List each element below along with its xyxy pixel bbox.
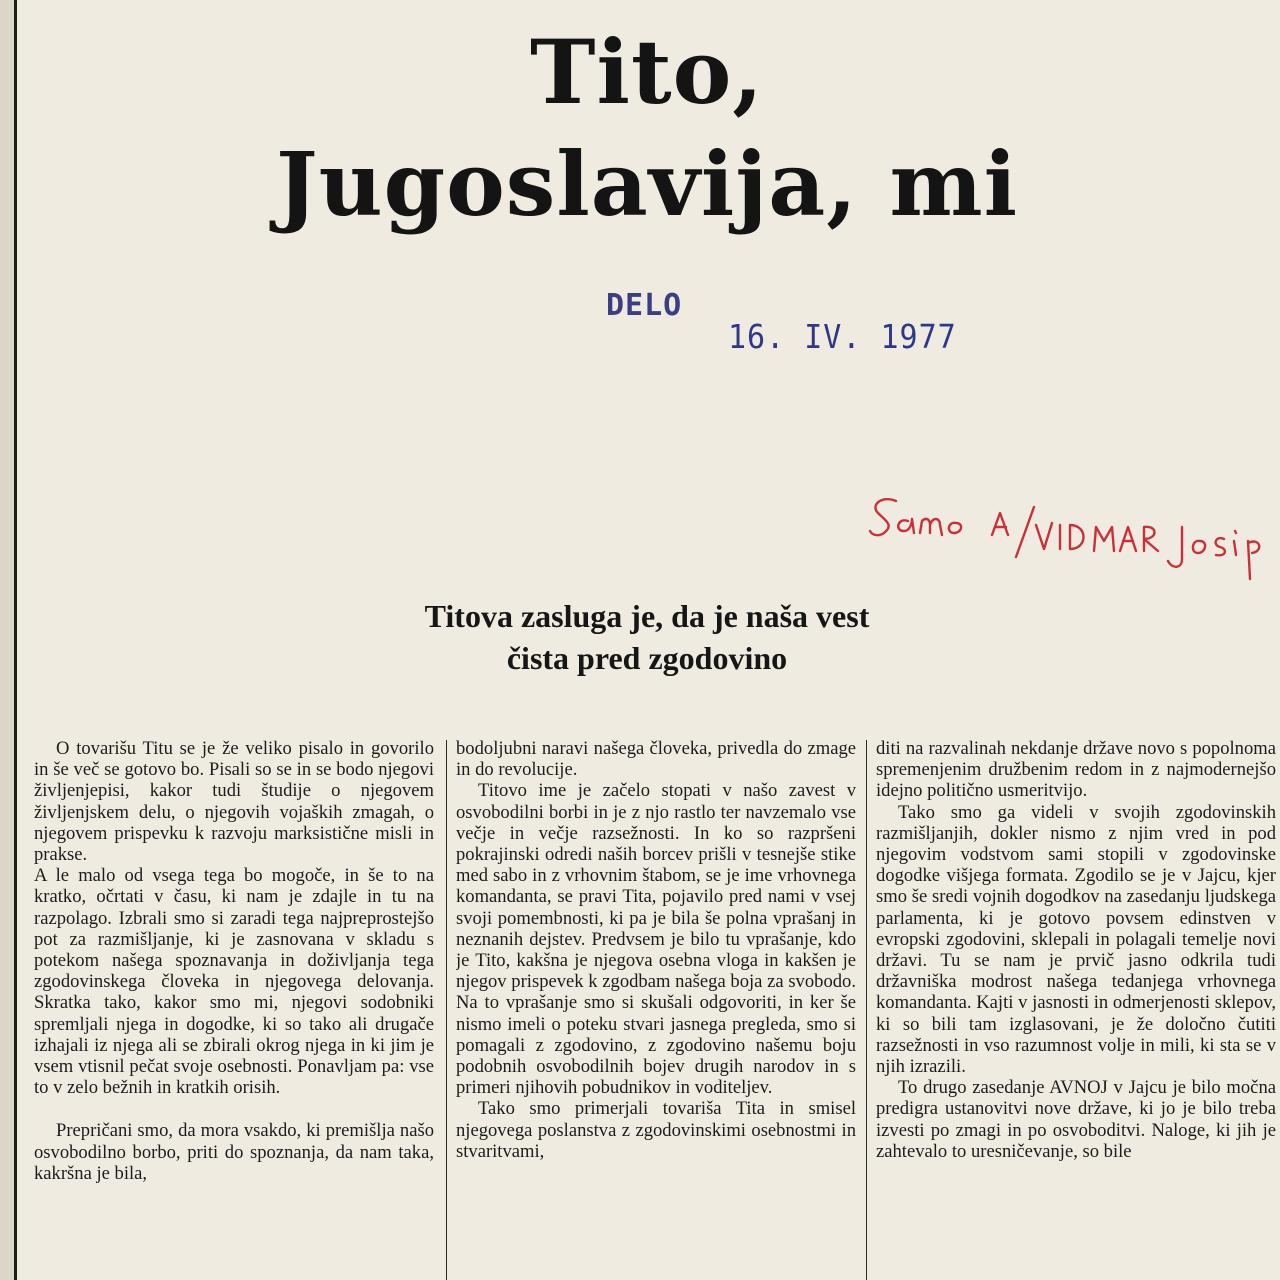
stamp-date: 16. IV. 1977 xyxy=(728,318,957,357)
article-column-1 xyxy=(34,738,434,1280)
paragraph: Tako smo ga videli v svojih zgodovinskih razmišljanjih, dokler nismo z njim vred in pod njegovim vodstvom sami stopili v zgodovinske dogodke višjega formata. Zgodilo se je v Jajcu, kjer smo še sredi vojnih dogodkov na zasedanju ljudskega parlamenta, ki je gotovo povsem edinstven v evropski zgodovini, sklepali in polagali temelje novi državi. Tu se nam je prvič jasno odkrila tudi državniška modrost našega tedanjega vrhovnega komandanta. Kajti v jasnosti in odmerjenosti sklepov, ki so bili tam izglasovani, je že določno čutiti razsežnosti in vso razumnost volje in mili, ki sta se v njih izrazili. xyxy=(876,801,1276,1078)
headline-line-2: Jugoslavija, mi xyxy=(275,132,1019,236)
paragraph: Tako smo primerjali tovariša Tita in smisel njegovega poslanstva z zgodovinskimi osebnostmi in stvaritvami, xyxy=(456,1098,856,1162)
newspaper-clipping xyxy=(14,0,1280,1280)
paragraph: A le malo od vsega tega bo mogoče, in še to na kratko, očrtati v času, ki nam je zdajle in tu na razpolago. Izbrali smo si zaradi tega najpreprostejšo pot za razmišljanje, ki je zasnovana v skladu s potekom našega spoznavanja in doživljanja tega zgodovinskega človeka in njegovega delovanja. Skratka tako, kakor smo mi, njegovi sodobniki spremljali njega in dogodke, ki so tako ali drugače izhajali iz njega ali se zbirali okrog njega in ki jim je vsem vtisnil pečat svoje osebnosti. Ponavljam pa: vse to v zelo bežnih in kratkih orisih. xyxy=(34,865,434,1099)
article-column-2 xyxy=(456,738,856,1280)
paragraph: diti na razvalinah nekdanje države novo s popolnoma spremenjenim družbenim redom in z najmodernejšo idejno politično usmeritvijo. xyxy=(876,738,1276,802)
paragraph: Titovo ime je začelo stopati v našo zavest v osvobodilni borbi in je z njo rastlo ter navzemalo vse večje in večje razsežnosti. In ko so razpršeni pokrajinski odredi naših borcev prišli v tesnejše stike med sabo in z vrhovnim štabom, se je ime vrhovnega komandanta, se pravi Tita, pojavilo pred nami v vsej svoji pomembnosti, ki pa je bila še polna vprašanj in neznanih dejstev. Predvsem je bilo tu vprašanje, kdo je Tito, kakšna je njegova osebna vloga in kakšen je njegov prispevek k zgodbam našega boja za svobodo. Na to vprašanje smo si skušali odgovoriti, in ker še nismo imeli o poteku stvari jasnega pregleda, smo si pomagali z zgodovino, z zgodovino našemu boju podobnih osvobodilnih bojev drugih narodov in s primeri njihovih pobudnikov in voditeljev. xyxy=(456,780,856,1099)
handwritten-signature xyxy=(864,495,1280,595)
subheadline-line-2: čista pred zgodovino xyxy=(506,640,788,676)
stamp-source: DELO xyxy=(606,288,683,323)
paragraph: O tovarišu Titu se je že veliko pisalo in govorilo in še več se gotovo bo. Pisali so se in se bodo njegovi življenjepisi, kakor tudi študije o njegovem življenjskem delu, o njegovih vojaških zmagah, o njegovem prispevku k razvoju marksistične misli in prakse. xyxy=(34,738,434,866)
column-divider xyxy=(866,740,867,1280)
subheadline xyxy=(14,595,1280,679)
column-divider xyxy=(446,740,447,1280)
paragraph: Prepričani smo, da mora vsakdo, ki premišlja našo osvobodilno borbo, priti do spoznanja, da nam taka, kakršna je bila, xyxy=(34,1120,434,1184)
paragraph: To drugo zasedanje AVNOJ v Jajcu je bilo močna predigra ustanovitvi nove države, ki jo je bilo treba izvesti po zmagi in po osvoboditvi. Naloge, ki jih je zahtevalo to uresničevanje, so bile xyxy=(876,1077,1276,1162)
headline-line-1: Tito, xyxy=(530,20,764,124)
subheadline-line-1: Titova zasluga je, da je naša vest xyxy=(424,598,870,634)
article-column-3 xyxy=(876,738,1276,1280)
paragraph: bodoljubni naravi našega človeka, privedla do zmage in do revolucije. xyxy=(456,738,856,781)
